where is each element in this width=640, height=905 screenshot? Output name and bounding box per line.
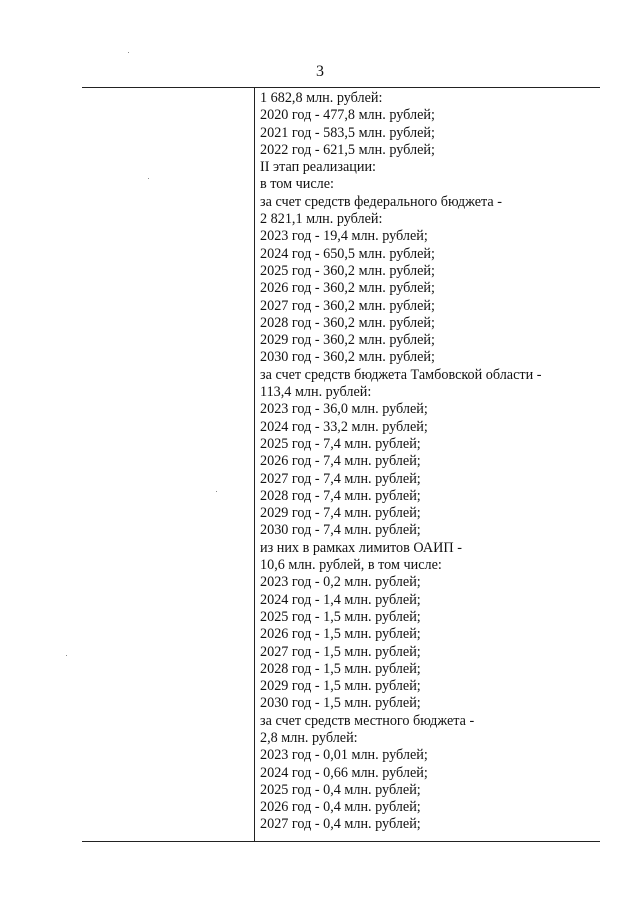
budget-line: 2023 год - 0,2 млн. рублей;: [260, 574, 421, 591]
budget-line: 2023 год - 0,01 млн. рублей;: [260, 747, 428, 764]
budget-line: за счет средств местного бюджета -: [260, 712, 475, 729]
budget-line: 2 821,1 млн. рублей:: [260, 211, 383, 228]
budget-line: в том числе:: [260, 176, 334, 193]
budget-line: 2024 год - 33,2 млн. рублей;: [260, 418, 428, 435]
budget-line: 2024 год - 1,4 млн. рублей;: [260, 591, 421, 608]
budget-line: за счет средств федерального бюджета -: [260, 193, 502, 210]
budget-line: 2025 год - 0,4 млн. рублей;: [260, 781, 421, 798]
budget-line: 2026 год - 7,4 млн. рублей;: [260, 453, 421, 470]
budget-line: 2024 год - 0,66 млн. рублей;: [260, 764, 428, 781]
budget-line: 2028 год - 360,2 млн. рублей;: [260, 314, 435, 331]
budget-line: за счет средств бюджета Тамбовской области -: [260, 366, 542, 383]
budget-line: 2021 год - 583,5 млн. рублей;: [260, 124, 435, 141]
budget-line: 2026 год - 0,4 млн. рублей;: [260, 799, 421, 816]
budget-line: 2023 год - 36,0 млн. рублей;: [260, 401, 428, 418]
budget-line: 2026 год - 360,2 млн. рублей;: [260, 280, 435, 297]
budget-line: 2029 год - 1,5 млн. рублей;: [260, 678, 421, 695]
budget-line: 1 682,8 млн. рублей:: [260, 90, 383, 106]
budget-line: 2030 год - 360,2 млн. рублей;: [260, 349, 435, 366]
budget-line: 2024 год - 650,5 млн. рублей;: [260, 245, 435, 262]
budget-line: 113,4 млн. рублей:: [260, 384, 372, 401]
budget-line: 2,8 млн. рублей:: [260, 729, 358, 746]
page-number: 3: [316, 63, 324, 80]
budget-line: 2028 год - 1,5 млн. рублей;: [260, 660, 421, 677]
budget-line: 2023 год - 19,4 млн. рублей;: [260, 228, 428, 245]
budget-line: 2029 год - 7,4 млн. рублей;: [260, 505, 421, 522]
budget-line: 10,6 млн. рублей, в том числе:: [260, 557, 442, 574]
budget-line: 2027 год - 1,5 млн. рублей;: [260, 643, 421, 660]
budget-line: 2026 год - 1,5 млн. рублей;: [260, 626, 421, 643]
budget-line: 2030 год - 7,4 млн. рублей;: [260, 522, 421, 539]
budget-line: 2027 год - 0,4 млн. рублей;: [260, 816, 421, 833]
budget-line: 2027 год - 7,4 млн. рублей;: [260, 470, 421, 487]
scan-speck: [216, 491, 217, 492]
budget-line: 2027 год - 360,2 млн. рублей;: [260, 297, 435, 314]
document-table: [82, 87, 600, 842]
scan-speck: [128, 52, 129, 53]
budget-line: из них в рамках лимитов ОАИП -: [260, 539, 462, 556]
scan-speck: [66, 655, 67, 656]
budget-line: 2025 год - 360,2 млн. рублей;: [260, 262, 435, 279]
column-divider: [254, 88, 255, 841]
right-cell: [260, 90, 596, 834]
budget-line: 2028 год - 7,4 млн. рублей;: [260, 487, 421, 504]
budget-line: 2025 год - 7,4 млн. рублей;: [260, 435, 421, 452]
scan-speck: [148, 178, 149, 179]
budget-line: 2020 год - 477,8 млн. рублей;: [260, 107, 435, 124]
budget-line: II этап реализации:: [260, 159, 376, 176]
budget-line: 2025 год - 1,5 млн. рублей;: [260, 608, 421, 625]
budget-line: 2022 год - 621,5 млн. рублей;: [260, 141, 435, 158]
budget-line: 2029 год - 360,2 млн. рублей;: [260, 332, 435, 349]
budget-line: 2030 год - 1,5 млн. рублей;: [260, 695, 421, 712]
